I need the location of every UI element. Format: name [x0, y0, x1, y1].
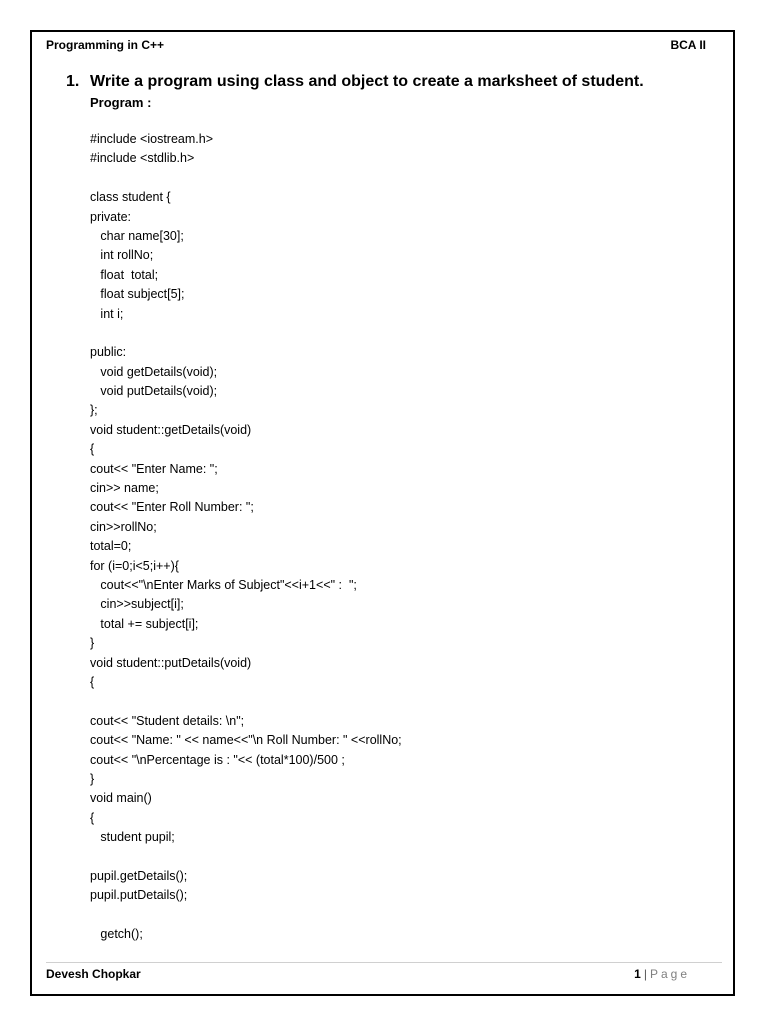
code-listing: [90, 130, 402, 944]
code-line: cin>>subject[i];: [90, 597, 184, 612]
question-number: 1.: [66, 73, 80, 90]
code-line: };: [90, 403, 98, 418]
code-line: void main(): [90, 791, 152, 806]
code-line: cout<< "Enter Name: ";: [90, 461, 218, 476]
code-line: void putDetails(void);: [90, 384, 218, 399]
code-line: total=0;: [90, 539, 132, 554]
program-label: Program :: [90, 95, 152, 110]
header-class: BCA II: [670, 38, 706, 52]
code-line: [90, 169, 402, 188]
header-course: Programming in C++: [46, 38, 165, 52]
code-line: cout<< "Student details: \n";: [90, 713, 245, 728]
footer-author: Devesh Chopkar: [46, 967, 141, 981]
page-separator: |: [643, 967, 647, 981]
code-line: cout<< "Enter Roll Number: ";: [90, 500, 254, 515]
code-line: cin>>rollNo;: [90, 519, 157, 534]
code-line: #include <iostream.h>: [90, 132, 213, 146]
code-line: getch();: [90, 927, 143, 942]
page-word: Page: [649, 967, 690, 981]
page-number: 1: [634, 967, 641, 981]
code-line: cout<< "Name: " << name<<"\n Roll Number: " <<rollNo;: [90, 733, 402, 748]
code-line: [90, 692, 402, 711]
code-line: void getDetails(void);: [90, 364, 218, 379]
code-line: cin>> name;: [90, 481, 159, 496]
code-line: {: [90, 442, 95, 457]
code-line: cout<<"\nEnter Marks of Subject"<<i+1<<" : ";: [90, 577, 357, 592]
code-line: float subject[5];: [90, 287, 185, 302]
code-line: float total;: [90, 267, 159, 282]
code-line: student pupil;: [90, 830, 175, 845]
code-line: }: [90, 636, 95, 651]
code-line: void student::putDetails(void): [90, 655, 252, 670]
code-line: int rollNo;: [90, 248, 154, 263]
code-line: cout<< "\nPercentage is : "<< (total*100)/500 ;: [90, 752, 345, 767]
code-line: }: [90, 771, 95, 786]
code-line: [90, 847, 402, 866]
code-line: public:: [90, 345, 127, 360]
code-line: {: [90, 674, 95, 689]
code-line: {: [90, 810, 95, 825]
page-indicator: [634, 966, 690, 982]
question-title: Write a program using class and object to create a marksheet of student.: [90, 73, 644, 90]
code-line: for (i=0;i<5;i++){: [90, 558, 179, 573]
code-line: #include <stdlib.h>: [90, 151, 195, 166]
code-line: pupil.putDetails();: [90, 888, 188, 903]
code-line: [90, 906, 402, 925]
code-line: private:: [90, 209, 131, 224]
code-line: void student::getDetails(void): [90, 422, 252, 437]
code-line: [90, 324, 402, 343]
code-line: int i;: [90, 306, 124, 321]
code-line: total += subject[i];: [90, 616, 199, 631]
footer-divider: [46, 962, 722, 963]
code-line: class student {: [90, 190, 171, 205]
code-line: pupil.getDetails();: [90, 868, 188, 883]
code-line: char name[30];: [90, 228, 184, 243]
